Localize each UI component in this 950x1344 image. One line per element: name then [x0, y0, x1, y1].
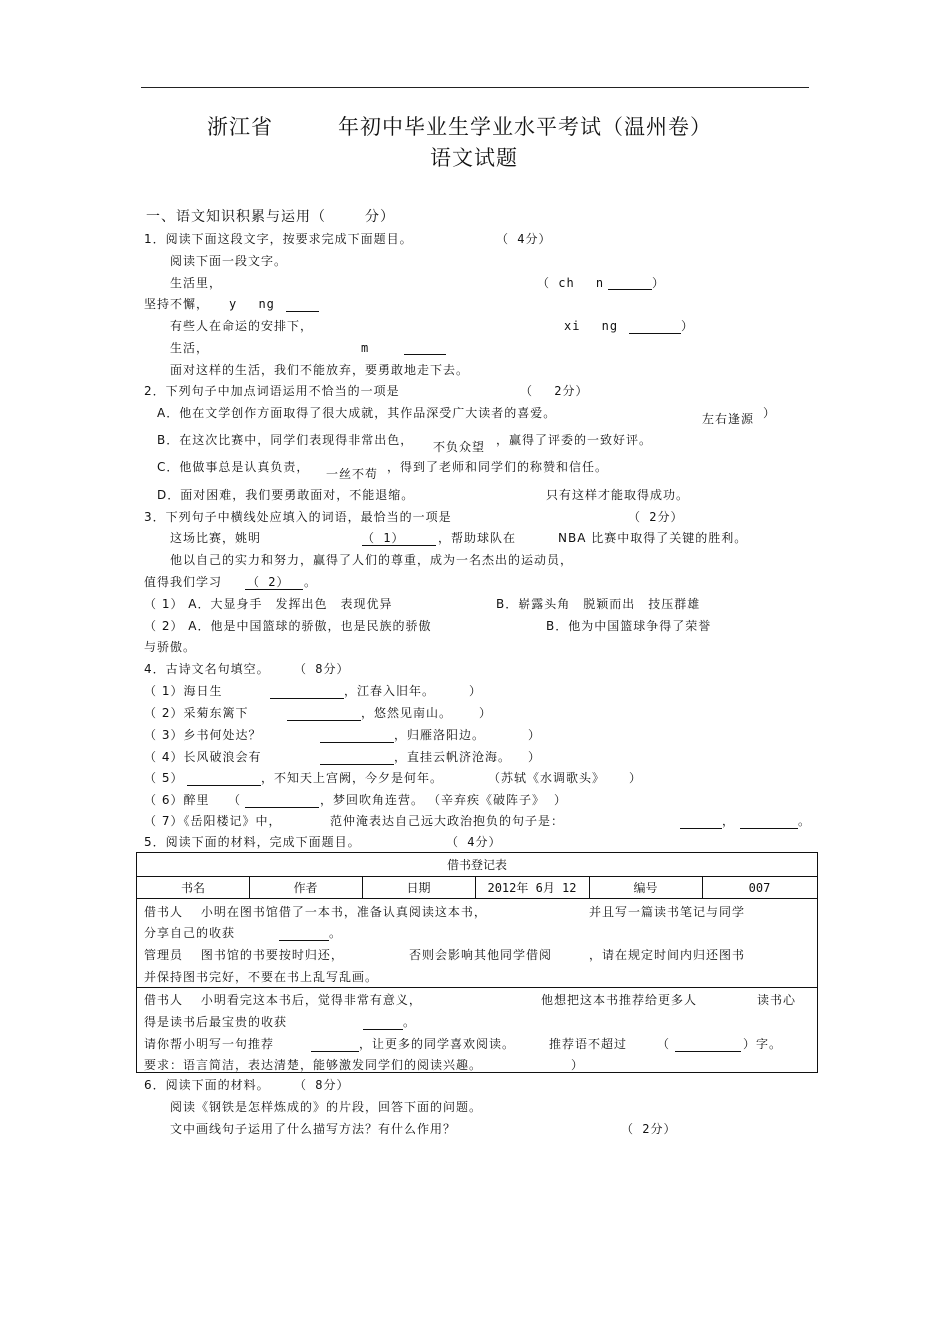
table-row1-text: 分享自己的收获 [144, 926, 236, 940]
q1-blank-2[interactable] [286, 311, 319, 312]
q4-item: ） [528, 728, 542, 742]
q3-line: 他以自己的实力和努力，赢得了人们的尊重，成为一名杰出的运动员， [144, 553, 574, 567]
table-row1-text: 。 [329, 926, 343, 940]
table-row2-text: 得是读书后最宝贵的收获 [144, 1015, 288, 1029]
library-record-table [136, 852, 818, 1073]
q2-line: 只有这样才能取得成功。 [546, 488, 690, 502]
q4-item: ，直挂云帆济沧海。 [394, 750, 512, 764]
q4-item: ， [722, 814, 736, 828]
q6-prompt: 6．阅读下面的材料。 [144, 1078, 270, 1092]
q3-score: （ 2分） [628, 510, 684, 524]
table-header-cell: 编号 [633, 881, 658, 895]
q4-item: ） [469, 684, 483, 698]
table-blank[interactable] [311, 1051, 359, 1052]
table-row2-text: 推荐语不超过 [549, 1037, 628, 1051]
q2-option-d: D．面对困难，我们要勇敢面对，不能退缩。 [144, 488, 415, 502]
q2-marked-word: 不负众望 [433, 440, 486, 454]
table-row2-text: ）字。 [743, 1037, 783, 1051]
table-row2-text: （ [657, 1037, 671, 1051]
q4-item: （ 1）海日生 [144, 684, 223, 698]
table-title: 借书登记表 [446, 858, 507, 872]
q1-pinyin: （ ch n [537, 276, 618, 290]
table-row1-text: ，请在规定时间内归还图书 [589, 948, 746, 962]
table-row2-text: 请你帮小明写一句推荐 [144, 1037, 275, 1051]
q4-item: （ 6）醉里 [144, 793, 210, 807]
table-row2-text: 。 [403, 1015, 417, 1029]
q3-option: B．他为中国篮球争得了荣誉 [546, 619, 712, 633]
q4-item: ） [528, 750, 542, 764]
q4-prompt: 4．古诗文名句填空。 [144, 662, 270, 676]
title-subject: 语文试题 [430, 146, 518, 170]
q3-option: B．崭露头角 脱颖而出 技压群雄 [496, 597, 701, 611]
table-row2-text: ，让更多的同学喜欢阅读。 [359, 1037, 516, 1051]
q2-option-c: C．他做事总是认真负责， [144, 460, 310, 474]
q4-item: ，江春入旧年。 [344, 684, 436, 698]
q2-line: ，得到了老师和同学们的称赞和信任。 [387, 460, 609, 474]
q4-blank[interactable] [740, 828, 798, 829]
q1-pinyin: y ng [229, 297, 288, 311]
table-header-cell: 书名 [180, 881, 205, 895]
q1-line: 有些人在命运的安排下， [144, 319, 314, 333]
q4-item: （ 5） [144, 771, 184, 785]
title-exam-name: 年初中毕业生学业水平考试（温州卷） [338, 115, 712, 139]
q4-item: 。 [798, 814, 812, 828]
table-blank[interactable] [279, 940, 329, 941]
q3-option: （ 2） A．他是中国篮球的骄傲，也是民族的骄傲 [144, 619, 432, 633]
q1-blank-3[interactable] [629, 333, 681, 334]
q1-line: 坚持不懈， [144, 297, 210, 311]
q3-blank-2[interactable] [245, 589, 303, 590]
q1-line: ） [681, 319, 695, 333]
table-row2-text: 借书人 小明看完这本书后，觉得非常有意义， [144, 993, 422, 1007]
top-rule [141, 87, 809, 88]
table-row1-text: 并且写一篇读书笔记与同学 [589, 905, 746, 919]
q4-item: （苏轼《水调歌头》 [488, 771, 606, 785]
q2-option-b: B．在这次比赛中，同学们表现得非常出色， [144, 433, 414, 447]
q5-score: （ 4分） [446, 835, 502, 849]
q4-item: （ 2）采菊东篱下 [144, 706, 249, 720]
q1-pinyin: xi ng [564, 319, 632, 333]
q4-score: （ 8分） [294, 662, 350, 676]
q5-prompt: 5．阅读下面的材料，完成下面题目。 [144, 835, 361, 849]
q3-line: 这场比赛，姚明 [144, 531, 262, 545]
q4-blank[interactable] [187, 785, 261, 786]
table-row1-text: 管理员 图书馆的书要按时归还， [144, 948, 344, 962]
q3-line: ，帮助球队在 [438, 531, 517, 545]
q3-line: 与骄傲。 [144, 640, 197, 654]
q4-item: （ 3）乡书何处达？ [144, 728, 262, 742]
q4-item: （ [228, 793, 242, 807]
q4-item: （ 4）长风破浪会有 [144, 750, 262, 764]
q4-blank[interactable] [245, 807, 319, 808]
q1-blank-4[interactable] [404, 354, 446, 355]
table-row2-text: ） [571, 1058, 585, 1072]
q6-score: （ 8分） [294, 1078, 350, 1092]
table-divider [137, 987, 817, 988]
table-row2-text: 他想把这本书推荐给更多人 [541, 993, 698, 1007]
q1-line: 阅读下面一段文字。 [144, 254, 288, 268]
q4-blank[interactable] [270, 698, 344, 699]
q4-item: ，梦回吹角连营。 [320, 793, 425, 807]
table-header-cell: 作者 [293, 881, 318, 895]
q4-item: ） [554, 793, 568, 807]
q4-item: ，悠然见南山。 [361, 706, 453, 720]
q4-item: （辛弃疾《破阵子》 [428, 793, 546, 807]
q3-option: （ 1） A．大显身手 发挥出色 表现优异 [144, 597, 393, 611]
q3-blank-label: （ 2） [247, 575, 290, 589]
q3-line: NBA 比赛中取得了关键的胜利。 [558, 531, 748, 545]
section1-heading-end: 分） [365, 209, 395, 225]
q1-pinyin: m [361, 341, 396, 355]
table-blank[interactable] [363, 1029, 403, 1030]
q2-marked-word: 一丝不苟 [326, 467, 379, 481]
q4-item: ，归雁洛阳边。 [394, 728, 486, 742]
table-divider [137, 898, 817, 899]
q2-option-a: A．他在文学创作方面取得了很大成就，其作品深受广大读者的喜爱。 [144, 406, 557, 420]
q3-prompt: 3．下列句子中横线处应填入的词语，最恰当的一项是 [144, 510, 452, 524]
q4-blank[interactable] [320, 742, 394, 743]
q6-score: （ 2分） [621, 1122, 677, 1136]
table-header-cell: 007 [748, 881, 771, 895]
q2-prompt: 2．下列句子中加点词语运用不恰当的一项是 [144, 384, 400, 398]
q6-line: 阅读《钢铁是怎样炼成的》的片段，回答下面的问题。 [144, 1100, 483, 1114]
q1-prompt: 1．阅读下面这段文字，按要求完成下面题目。 [144, 232, 413, 246]
q2-marked-word: 左右逢源 [702, 412, 755, 426]
q1-line [258, 276, 336, 290]
table-header-cell: 2012年 6月 12 [487, 881, 577, 895]
table-divider [137, 876, 817, 877]
table-blank[interactable] [675, 1051, 741, 1052]
section1-heading: 一、语文知识积累与运用（ [146, 209, 326, 225]
q4-item: 范仲淹表达自己远大政治抱负的句子是： [330, 814, 565, 828]
q1-blank-1[interactable] [608, 289, 652, 290]
q4-blank[interactable] [320, 764, 394, 765]
q6-line: 文中画线句子运用了什么描写方法？有什么作用？ [144, 1122, 457, 1136]
q4-item: ） [479, 706, 493, 720]
q1-line: 生活， [144, 341, 210, 355]
q4-item: ，不知天上宫阙，今夕是何年。 [261, 771, 444, 785]
q1-score: （ 4分） [496, 232, 552, 246]
q3-blank-label: （ 1） [362, 531, 405, 545]
table-header-cell: 日期 [406, 881, 431, 895]
q2-line: ） [763, 406, 777, 420]
table-row2-text: 读书心 [757, 993, 797, 1007]
q3-line: 。 [304, 575, 318, 589]
q4-blank[interactable] [287, 720, 361, 721]
q1-line: 面对这样的生活，我们不能放弃，要勇敢地走下去。 [144, 363, 470, 377]
table-row1-text: 借书人 小明在图书馆借了一本书，准备认真阅读这本书， [144, 905, 487, 919]
q4-blank[interactable] [680, 828, 722, 829]
q3-blank-1[interactable] [362, 545, 436, 546]
q2-score: （ 2分） [520, 384, 589, 398]
table-row1-text: 并保持图书完好，不要在书上乱写乱画。 [144, 970, 379, 984]
q1-line: 生活里， [144, 276, 223, 290]
q3-line: 值得我们学习 [144, 575, 223, 589]
title-province: 浙江省 [207, 115, 273, 139]
q1-line: ） [652, 276, 673, 290]
q4-item: （ 7）《岳阳楼记》中， [144, 814, 282, 828]
q4-item: ） [629, 771, 643, 785]
q2-line: ，赢得了评委的一致好评。 [496, 433, 653, 447]
table-row2-text: 要求：语言简洁，表达清楚，能够激发同学们的阅读兴趣。 [144, 1058, 483, 1072]
table-row1-text: 否则会影响其他同学借阅 [409, 948, 553, 962]
